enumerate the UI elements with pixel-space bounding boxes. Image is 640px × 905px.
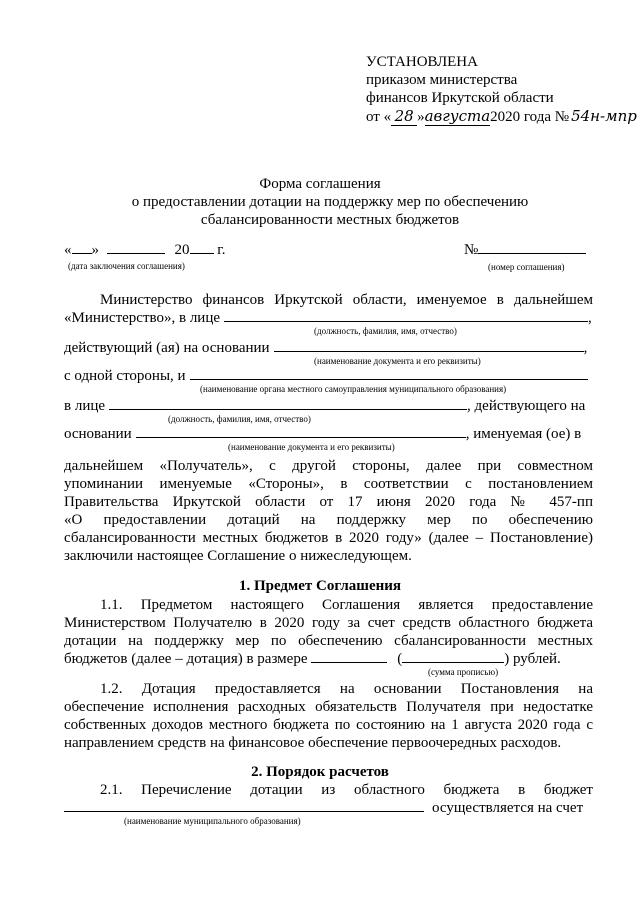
caption-sum: (сумма прописью) (428, 667, 499, 677)
preamble-line-2: «Министерство», в лице , (64, 310, 592, 326)
section-1-p2-line-2: обеспечение исполнения расходных обязательств Получателя при недостатке (64, 699, 593, 715)
section-1-p1-line-3: дотации на поддержку мер по обеспечению сбалансированности местных (64, 633, 593, 649)
approval-order: приказом министерства (366, 72, 518, 88)
agreement-date-field: « » 20 г. (64, 242, 226, 258)
section-1-heading: 1. Предмет Соглашения (238, 578, 402, 594)
number-caption: (номер соглашения) (488, 262, 565, 272)
approval-date-line (366, 108, 637, 126)
preamble-line-10: «О предоставлении дотаций на поддержку мер по обеспечению (64, 512, 593, 528)
preamble-line-1: Министерство финансов Иркутской области, именуемое в дальнейшем (100, 292, 593, 308)
preamble-line-8: упоминании именуемые «Стороны», в соответствии с постановлением (64, 476, 593, 492)
agreement-number-field: № (464, 242, 586, 259)
approval-day: 28 (391, 108, 417, 126)
section-1-p1-line-1: 1.1. Предметом настоящего Соглашения является предоставление (100, 597, 593, 613)
caption-municipality: (наименование муниципального образования) (124, 816, 301, 826)
form-subtitle-1: о предоставлении дотации на поддержку мер по обеспечению (131, 194, 529, 210)
caption-document-2: (наименование документа и его реквизиты) (228, 442, 395, 452)
approval-date-prefix: от « (366, 109, 392, 125)
section-1-p1-line-4: бюджетов (далее – дотация) в размере ( ) рублей. (64, 651, 561, 667)
section-2-heading: 2. Порядок расчетов (251, 764, 389, 780)
section-1-p2-line-3: собственных доходов местного бюджета по состоянию на 1 августа 2020 года с (64, 717, 593, 733)
date-caption: (дата заключения соглашения) (68, 261, 185, 271)
sum-digits-blank (311, 662, 387, 663)
municipality-blank (64, 811, 424, 812)
section-2-p1-line-1: 2.1. Перечисление дотации из областного бюджета в бюджет (100, 782, 593, 798)
section-1-p1-line-2: Министерством Получателю в 2020 году за счет средств областного бюджета (64, 615, 593, 631)
caption-position-2: (должность, фамилия, имя, отчество) (168, 414, 311, 424)
preamble-line-5: в лице , действующего на (64, 398, 586, 414)
section-2-p1-line-2: осуществляется на счет (64, 800, 583, 817)
preamble-line-12: заключили настоящее Соглашение о нижеследующем. (64, 548, 412, 564)
preamble-line-6: основании , именуемая (ое) в (64, 426, 582, 442)
approval-ministry: финансов Иркутской области (366, 90, 554, 106)
approval-number: 54н-мпр (571, 107, 637, 125)
number-blank (478, 253, 586, 254)
preamble-line-11: сбалансированности местных бюджетов в 2020 году» (далее – Постановление) (64, 530, 593, 546)
preamble-line-7: дальнейшем «Получатель», с другой стороны, далее при совместном (64, 458, 593, 474)
sum-words-blank (402, 662, 504, 663)
date-month-blank (107, 253, 165, 254)
caption-position-1: (должность, фамилия, имя, отчество) (314, 326, 457, 336)
preamble-line-4: с одной стороны, и (64, 368, 588, 385)
caption-document-1: (наименование документа и его реквизиты) (314, 356, 481, 366)
approval-year: 2020 года № (490, 109, 570, 125)
form-title: Форма соглашения (259, 176, 381, 192)
preamble-line-9: Правительства Иркутской области от 17 июня 2020 года № 457-пп (64, 494, 593, 510)
approval-date-mid: » (417, 109, 425, 125)
preamble-line-3: действующий (ая) на основании , (64, 340, 588, 356)
form-subtitle-2: сбалансированности местных бюджетов (200, 212, 460, 228)
caption-organ: (наименование органа местного самоуправления муниципального образования) (200, 384, 507, 394)
approval-month: августа (424, 107, 491, 125)
date-day-blank (72, 253, 92, 254)
approval-title: УСТАНОВЛЕНА (366, 54, 478, 70)
date-year-blank (190, 253, 214, 254)
section-1-p2-line-1: 1.2. Дотация предоставляется на основании Постановления на (100, 681, 593, 697)
section-1-p2-line-4: направлением средств на финансовое обеспечение первоочередных расходов. (64, 735, 562, 751)
